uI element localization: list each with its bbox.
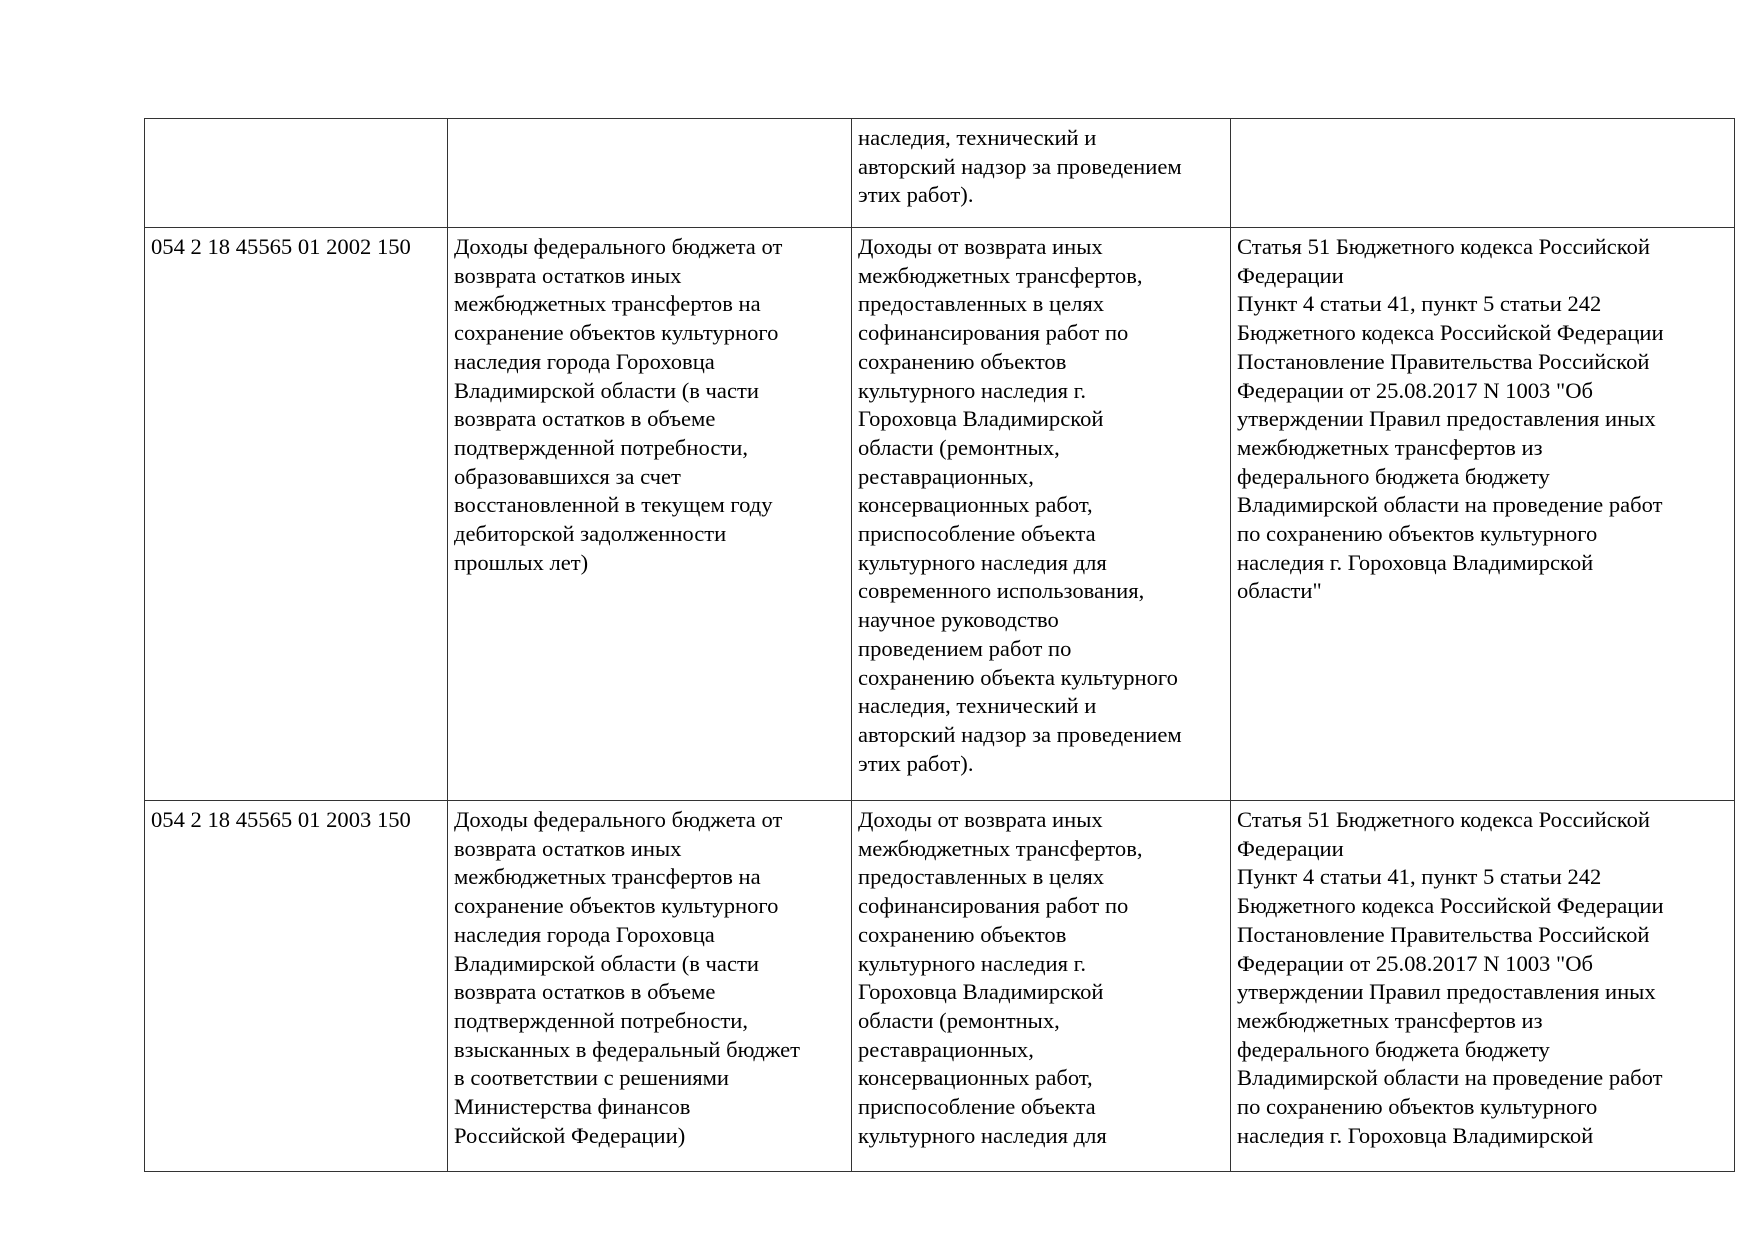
legal-basis-cell [1231,801,1735,1172]
text-line: межбюджетных трансфертов на [454,291,761,317]
text-line: предоставленных в целях [858,291,1105,317]
text-line: реставрационных, [858,1036,1034,1062]
text-line: этих работ). [858,182,974,208]
text-line: наследия города Гороховца [454,348,715,374]
text-line: Российской Федерации) [454,1122,686,1148]
text-line: Министерства финансов [454,1094,691,1120]
text-line: софинансирования работ по [858,320,1129,346]
text-line: наследия города Гороховца [454,921,715,947]
text-line: культурного наследия для [858,1122,1107,1148]
text-line: прошлых лет) [454,549,589,575]
text-line: консервационных работ, [858,492,1093,518]
income-description-cell [852,228,1231,801]
text-line: этих работ). [858,750,974,776]
text-line: Владимирской области (в части [454,377,759,403]
text-line: Постановление Правительства Российской [1237,348,1650,374]
income-description-cell [852,119,1231,228]
text-line: взысканных в федеральный бюджет [454,1036,801,1062]
income-description-cell [852,801,1231,1172]
text-line: Доходы от возврата иных [858,807,1103,832]
text-line: возврата остатков иных [454,262,682,288]
text-line: Федерации [1237,262,1344,288]
text-line: Владимирской области (в части [454,950,759,976]
budget-codes-table [144,118,1735,1172]
text-line: межбюджетных трансфертов на [454,864,761,890]
text-line: софинансирования работ по [858,893,1129,919]
text-line: Пункт 4 статьи 41, пункт 5 статьи 242 [1237,291,1602,317]
text-line: возврата остатков иных [454,835,682,861]
text-line: дебиторской задолженности [454,521,727,547]
text-line: Федерации от 25.08.2017 N 1003 "Об [1237,377,1594,403]
text-line: современного использования, [858,578,1145,604]
text-line: Доходы федерального бюджета от [454,807,783,832]
text-line: культурного наследия для [858,549,1107,575]
text-line: научное руководство [858,607,1059,633]
text-line: реставрационных, [858,463,1034,489]
text-line: Владимирской области на проведение работ [1237,492,1663,518]
text-line: культурного наследия г. [858,377,1087,403]
text-line: Гороховца Владимирской [858,979,1104,1005]
table-row [145,228,1735,801]
text-line: области (ремонтных, [858,434,1060,460]
text-line: межбюджетных трансфертов, [858,835,1143,861]
text-line: возврата остатков в объеме [454,979,716,1005]
table-row [145,801,1735,1172]
text-line: приспособление объекта [858,521,1096,547]
text-line: Гороховца Владимирской [858,406,1104,432]
text-line: по сохранению объектов культурного [1237,521,1598,547]
text-line: межбюджетных трансфертов из [1237,1007,1543,1033]
text-line: Доходы федерального бюджета от [454,234,783,259]
text-line: сохранению объекта культурного [858,664,1178,690]
text-line: наследия г. Гороховца Владимирской [1237,549,1594,575]
text-line: приспособление объекта [858,1094,1096,1120]
text-line: области" [1237,578,1322,604]
text-line: наследия г. Гороховца Владимирской [1237,1122,1594,1148]
budget-code-cell [145,119,448,228]
text-line: сохранение объектов культурного [454,320,779,346]
text-line: межбюджетных трансфертов, [858,262,1143,288]
text-line: подтвержденной потребности, [454,434,748,460]
income-name-cell [448,119,852,228]
text-line: Пункт 4 статьи 41, пункт 5 статьи 242 [1237,864,1602,890]
text-line: консервационных работ, [858,1065,1093,1091]
budget-code-cell [145,228,448,801]
text-line: 054 2 18 45565 01 2003 150 [151,807,411,832]
text-line: восстановленной в текущем году [454,492,773,518]
text-line: Федерации [1237,835,1344,861]
legal-basis-cell [1231,228,1735,801]
text-line: сохранению объектов [858,921,1067,947]
text-line: предоставленных в целях [858,864,1105,890]
text-line: авторский надзор за проведением [858,721,1182,747]
text-line: федерального бюджета бюджету [1237,463,1550,489]
text-line: Бюджетного кодекса Российской Федерации [1237,320,1664,346]
text-line: проведением работ по [858,635,1072,661]
text-line: возврата остатков в объеме [454,406,716,432]
text-line: подтвержденной потребности, [454,1007,748,1033]
text-line: по сохранению объектов культурного [1237,1094,1598,1120]
text-line: утверждении Правил предоставления иных [1237,406,1656,432]
table-row [145,119,1735,228]
text-line: образовавшихся за счет [454,463,681,489]
text-line: Владимирской области на проведение работ [1237,1065,1663,1091]
text-line: 054 2 18 45565 01 2002 150 [151,234,411,259]
text-line: федерального бюджета бюджету [1237,1036,1550,1062]
income-name-cell [448,228,852,801]
text-line: авторский надзор за проведением [858,153,1182,179]
text-line: наследия, технический и [858,693,1097,719]
text-line: Бюджетного кодекса Российской Федерации [1237,893,1664,919]
text-line: Федерации от 25.08.2017 N 1003 "Об [1237,950,1594,976]
text-line: Постановление Правительства Российской [1237,921,1650,947]
text-line: Доходы от возврата иных [858,234,1103,259]
text-line: Статья 51 Бюджетного кодекса Российской [1237,807,1651,832]
text-line: сохранению объектов [858,348,1067,374]
text-line: межбюджетных трансфертов из [1237,434,1543,460]
text-line: наследия, технический и [858,125,1097,150]
budget-code-cell [145,801,448,1172]
income-name-cell [448,801,852,1172]
text-line: области (ремонтных, [858,1007,1060,1033]
text-line: Статья 51 Бюджетного кодекса Российской [1237,234,1651,259]
text-line: культурного наследия г. [858,950,1087,976]
text-line: в соответствии с решениями [454,1065,730,1091]
text-line: утверждении Правил предоставления иных [1237,979,1656,1005]
legal-basis-cell [1231,119,1735,228]
text-line: сохранение объектов культурного [454,893,779,919]
